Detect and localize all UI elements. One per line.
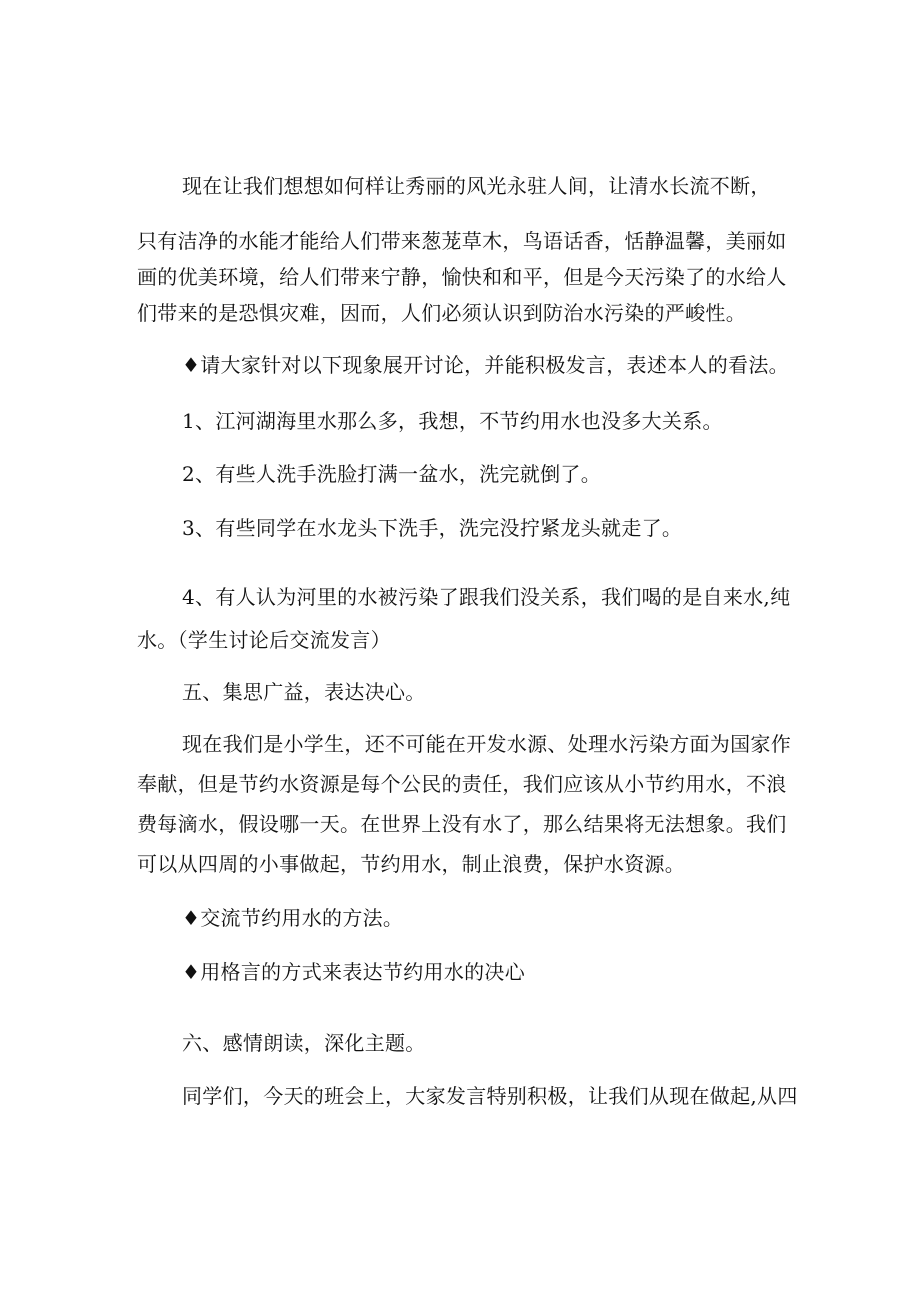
list-item: 1、江河湖海里水那么多，我想，不节约用水也没多大关系。 — [182, 409, 723, 433]
section-heading: 六、感情朗读，深化主题。 — [182, 1031, 426, 1055]
paragraph-line: 可以从四周的小事做起，节约用水，制止浪费，保护水资源。 — [137, 852, 686, 876]
paragraph-line: 现在让我们想想如何样让秀丽的风光永驻人间，让清水长流不断， — [182, 174, 771, 198]
paragraph-line: 同学们，今天的班会上，大家发言特别积极，让我们从现在做起,从四 — [182, 1084, 798, 1108]
paragraph-line: 费每滴水，假设哪一天。在世界上没有水了，那么结果将无法想象。我们 — [137, 812, 787, 836]
bullet-item: ♦用格言的方式来表达节约用水的决心 — [182, 960, 526, 984]
paragraph-line: ♦请大家针对以下现象展开讨论，并能积极发言，表述本人的看法。 — [182, 353, 789, 377]
section-heading: 五、集思广益，表达决心。 — [182, 680, 426, 704]
bullet-item: ♦交流节约用水的方法。 — [182, 906, 404, 930]
list-item: 4、有人认为河里的水被污染了跟我们没关系，我们喝的是自来水,纯 — [182, 585, 791, 609]
paragraph-line: 现在我们是小学生，还不可能在开发水源、处理水污染方面为国家作 — [182, 732, 791, 756]
list-item-continuation: 水。（学生讨论后交流发言） — [137, 628, 391, 652]
paragraph-line: 画的优美环境，给人们带来宁静，愉快和和平，但是今天污染了的水给人 — [137, 265, 787, 289]
paragraph-line: 们带来的是恐惧灾难，因而，人们必须认识到防治水污染的严峻性。 — [137, 301, 746, 325]
list-item: 3、有些同学在水龙头下洗手，洗完没拧紧龙头就走了。 — [182, 516, 683, 540]
paragraph-line: 只有洁净的水能才能给人们带来葱茏草木，鸟语话香，恬静温馨，美丽如 — [137, 229, 787, 253]
list-item: 2、有些人洗手洗脸打满一盆水，洗完就倒了。 — [182, 462, 602, 486]
paragraph-line: 奉献，但是节约水资源是每个公民的责任，我们应该从小节约用水，不浪 — [137, 772, 787, 796]
